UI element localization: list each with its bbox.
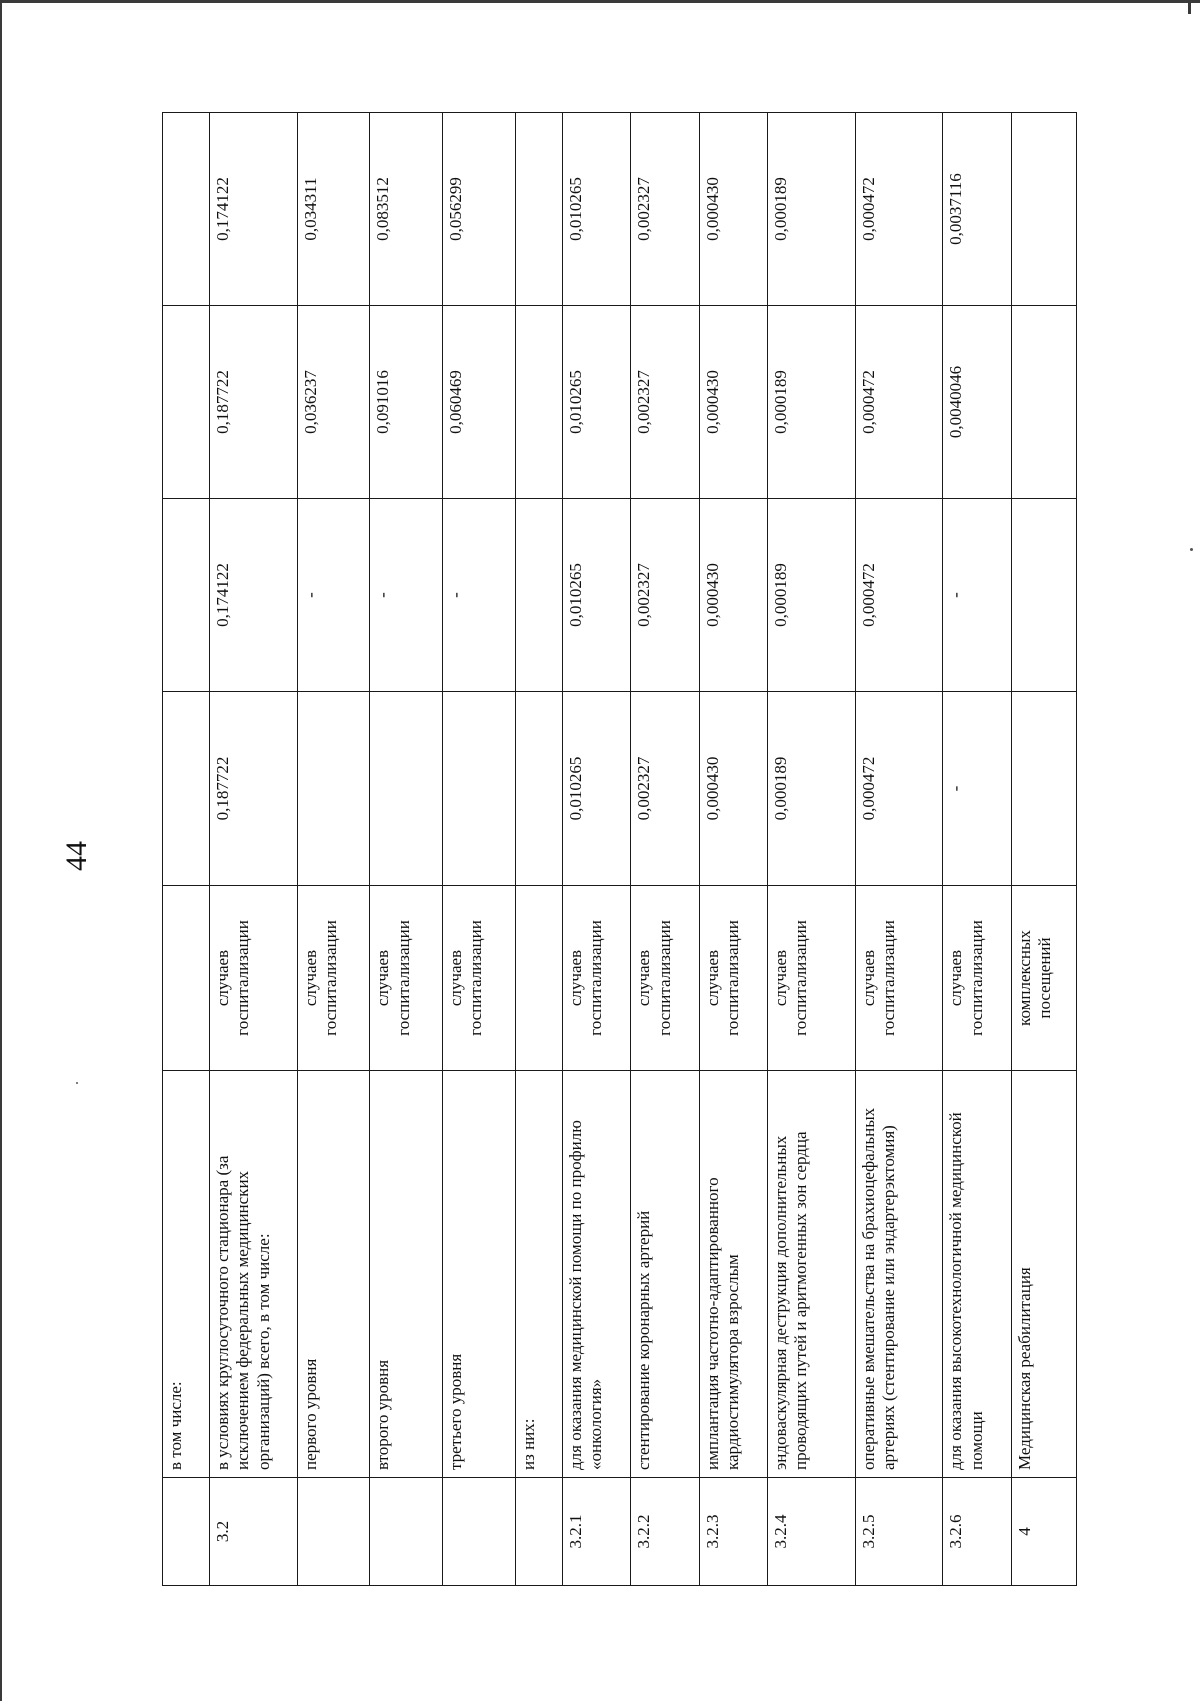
- table-cell-unit: случаев госпитализации: [443, 886, 516, 1071]
- table-cell-name: оперативные вмешательства на брахиоцефальных артериях (стентирование или эндартерэктомия): [855, 1071, 943, 1478]
- table-cell-value-2: -: [443, 499, 516, 692]
- table-cell-value-4: [515, 113, 562, 306]
- table-cell-unit: комплексных посещений: [1011, 886, 1076, 1071]
- table-row: [297, 113, 370, 1586]
- table-cell-name: третьего уровня: [443, 1071, 516, 1478]
- table-cell-value-4: 0,0037116: [943, 113, 1011, 306]
- table-cell-value-2: 0,000189: [768, 499, 856, 692]
- table-cell-value-4: 0,002327: [631, 113, 699, 306]
- table-cell-value-3: 0,002327: [631, 306, 699, 499]
- table-cell-value-2: 0,010265: [562, 499, 630, 692]
- table-cell-value-3: 0,0040046: [943, 306, 1011, 499]
- table-cell-value-4: 0,000430: [699, 113, 767, 306]
- table-row: [515, 113, 562, 1586]
- table-cell-value-2: 0,000430: [699, 499, 767, 692]
- table-row: [443, 113, 516, 1586]
- table-cell-name: в том числе:: [163, 1071, 210, 1478]
- table-cell-value-3: 0,000430: [699, 306, 767, 499]
- indicator-table: [162, 112, 1077, 1586]
- table-cell-number: [370, 1478, 443, 1586]
- table-cell-value-2: [163, 499, 210, 692]
- table-cell-number: [515, 1478, 562, 1586]
- table-cell-value-3: 0,010265: [562, 306, 630, 499]
- table-cell-value-2: [515, 499, 562, 692]
- table-cell-value-2: -: [297, 499, 370, 692]
- scan-edge-left: [0, 0, 2, 1701]
- table-cell-unit: случаев госпитализации: [943, 886, 1011, 1071]
- table-cell-name: стентирование коронарных артерий: [631, 1071, 699, 1478]
- table-cell-value-1: [1011, 692, 1076, 886]
- table-cell-unit: случаев госпитализации: [855, 886, 943, 1071]
- table-cell-value-4: 0,174122: [210, 113, 298, 306]
- table-row: [1011, 113, 1076, 1586]
- table-row: [699, 113, 767, 1586]
- scan-speck: [1190, 548, 1193, 551]
- rotated-page-content: [162, 113, 1077, 1586]
- table-cell-value-4: 0,010265: [562, 113, 630, 306]
- table-row: [163, 113, 210, 1586]
- table-cell-name: эндоваскулярная деструкция дополнительных проводящих путей и аритмогенных зон сердца: [768, 1071, 856, 1478]
- table-cell-unit: случаев госпитализации: [370, 886, 443, 1071]
- table-cell-value-3: 0,000472: [855, 306, 943, 499]
- table-cell-value-4: 0,056299: [443, 113, 516, 306]
- table-cell-number: 3.2.6: [943, 1478, 1011, 1586]
- table-cell-name: второго уровня: [370, 1071, 443, 1478]
- table-cell-name: для оказания медицинской помощи по профилю «онкология»: [562, 1071, 630, 1478]
- table-cell-value-4: 0,000189: [768, 113, 856, 306]
- table-cell-unit: случаев госпитализации: [562, 886, 630, 1071]
- table-cell-name: имплантация частотно-адаптированного кардиостимулятора взрослым: [699, 1071, 767, 1478]
- table-cell-value-1: [163, 692, 210, 886]
- table-cell-value-2: -: [370, 499, 443, 692]
- table-cell-value-4: 0,034311: [297, 113, 370, 306]
- table-cell-value-1: [443, 692, 516, 886]
- table-cell-value-3: [515, 306, 562, 499]
- table-cell-number: 3.2.4: [768, 1478, 856, 1586]
- table-cell-value-4: [1011, 113, 1076, 306]
- table-cell-unit: [163, 886, 210, 1071]
- table-cell-value-2: [1011, 499, 1076, 692]
- table-cell-unit: [515, 886, 562, 1071]
- table-cell-value-2: 0,000472: [855, 499, 943, 692]
- table-cell-value-3: 0,060469: [443, 306, 516, 499]
- table-cell-number: 3.2.2: [631, 1478, 699, 1586]
- table-cell-number: [163, 1478, 210, 1586]
- table-cell-number: 4: [1011, 1478, 1076, 1586]
- table-cell-unit: случаев госпитализации: [699, 886, 767, 1071]
- table-cell-value-1: 0,000430: [699, 692, 767, 886]
- table-cell-unit: случаев госпитализации: [631, 886, 699, 1071]
- scan-edge-top: [0, 0, 1200, 3]
- table-cell-value-1: [515, 692, 562, 886]
- table-row: [631, 113, 699, 1586]
- table-row: [210, 113, 298, 1586]
- table-cell-value-4: 0,083512: [370, 113, 443, 306]
- table-cell-value-3: 0,091016: [370, 306, 443, 499]
- table-row: [370, 113, 443, 1586]
- table-cell-unit: случаев госпитализации: [768, 886, 856, 1071]
- table-cell-value-1: 0,002327: [631, 692, 699, 886]
- table-cell-name: из них:: [515, 1071, 562, 1478]
- table-cell-value-1: 0,000472: [855, 692, 943, 886]
- table-row: [943, 113, 1011, 1586]
- table-cell-value-3: [1011, 306, 1076, 499]
- page-number: 44: [60, 841, 93, 871]
- table-cell-value-1: 0,010265: [562, 692, 630, 886]
- table-cell-number: [297, 1478, 370, 1586]
- table-row: [768, 113, 856, 1586]
- table-cell-value-1: [370, 692, 443, 886]
- table-cell-value-2: -: [943, 499, 1011, 692]
- table-cell-name: в условиях круглосуточного стационара (за исключением федеральных медицинских организаций) всего, в том числе:: [210, 1071, 298, 1478]
- table-cell-value-1: [297, 692, 370, 886]
- scan-speck: [76, 1082, 78, 1084]
- table-cell-number: 3.2: [210, 1478, 298, 1586]
- table-cell-value-3: 0,000189: [768, 306, 856, 499]
- table-cell-number: [443, 1478, 516, 1586]
- table-cell-value-1: -: [943, 692, 1011, 886]
- table-cell-value-3: 0,187722: [210, 306, 298, 499]
- table-cell-value-2: 0,174122: [210, 499, 298, 692]
- table-body: [163, 113, 1077, 1586]
- table-cell-value-2: 0,002327: [631, 499, 699, 692]
- table-cell-number: 3.2.1: [562, 1478, 630, 1586]
- table-cell-unit: случаев госпитализации: [297, 886, 370, 1071]
- table-cell-unit: случаев госпитализации: [210, 886, 298, 1071]
- table-cell-value-3: 0,036237: [297, 306, 370, 499]
- table-cell-value-1: 0,000189: [768, 692, 856, 886]
- table-cell-value-4: [163, 113, 210, 306]
- table-row: [562, 113, 630, 1586]
- table-cell-number: 3.2.3: [699, 1478, 767, 1586]
- table-cell-name: для оказания высокотехнологичной медицинской помощи: [943, 1071, 1011, 1478]
- table-cell-value-3: [163, 306, 210, 499]
- scan-edge-corner: [1188, 0, 1191, 14]
- table-cell-value-1: 0,187722: [210, 692, 298, 886]
- table-cell-value-4: 0,000472: [855, 113, 943, 306]
- table-cell-name: Медицинская реабилитация: [1011, 1071, 1076, 1478]
- table-row: [855, 113, 943, 1586]
- table-cell-name: первого уровня: [297, 1071, 370, 1478]
- table-cell-number: 3.2.5: [855, 1478, 943, 1586]
